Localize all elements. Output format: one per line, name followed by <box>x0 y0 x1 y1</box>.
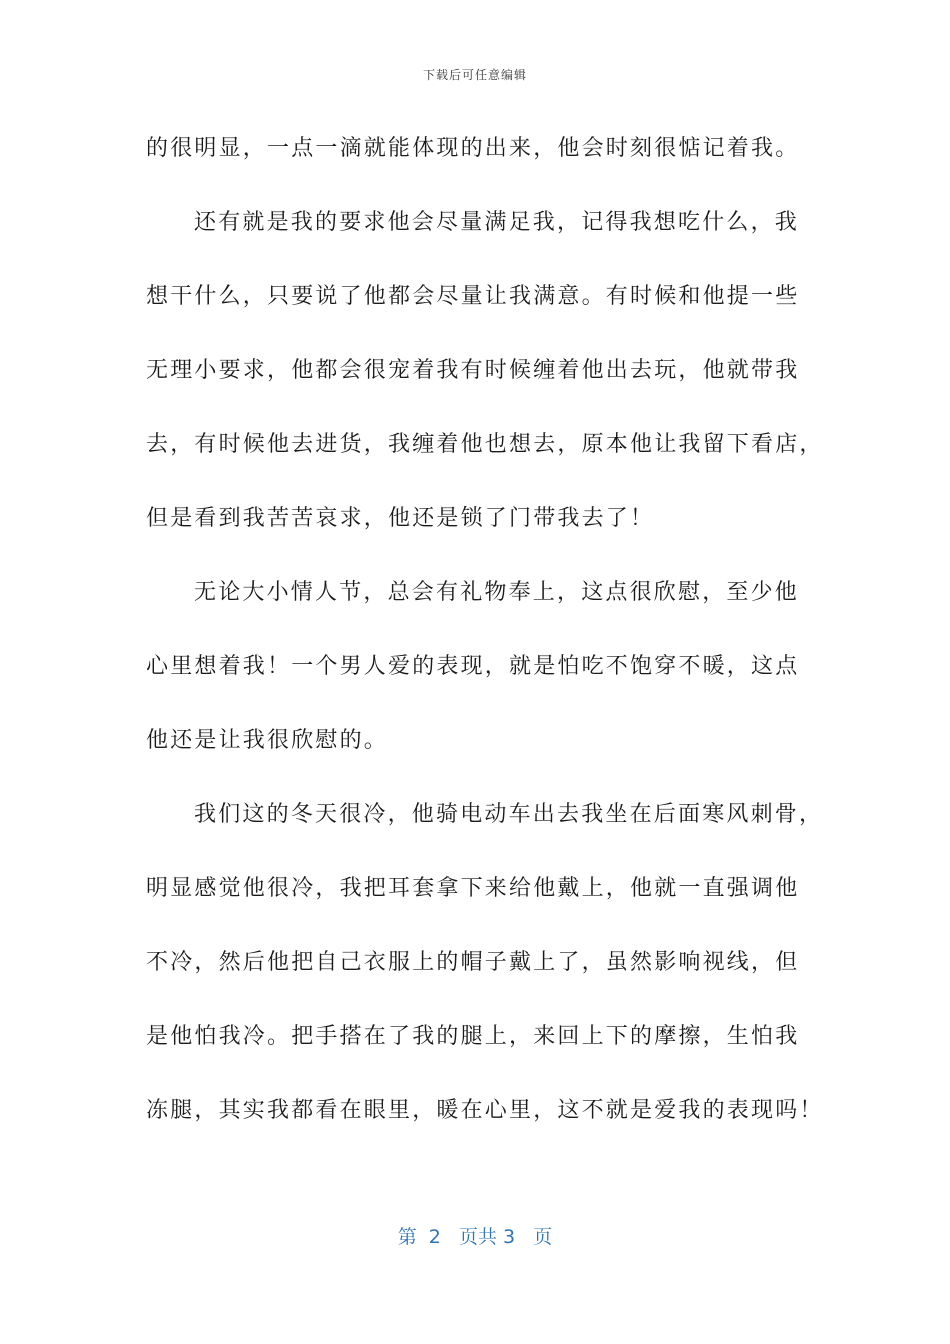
paragraph-line: 还有就是我的要求他会尽量满足我，记得我想吃什么，我 <box>194 210 800 235</box>
document-body <box>146 112 824 1148</box>
paragraph-line: 是他怕我冷。把手搭在了我的腿上，来回上下的摩擦，生怕我 <box>146 1024 800 1049</box>
paragraph-line: 不冷，然后他把自己衣服上的帽子戴上了，虽然影响视线，但 <box>146 950 800 975</box>
paragraph-line: 我们这的冬天很冷，他骑电动车出去我坐在后面寒风刺骨， <box>194 802 824 827</box>
header-note: 下载后可任意编辑 <box>422 68 527 82</box>
paragraph-line: 去，有时候他去进货，我缠着他也想去，原本他让我留下看店， <box>146 432 824 457</box>
paragraph-line: 的很明显，一点一滴就能体现的出来，他会时刻很惦记着我。 <box>146 136 800 161</box>
paragraph-line: 他还是让我很欣慰的。 <box>146 728 389 753</box>
paragraph-line: 无理小要求，他都会很宠着我有时候缠着他出去玩，他就带我 <box>146 358 800 383</box>
paragraph-line: 想干什么，只要说了他都会尽量让我满意。有时候和他提一些 <box>146 284 800 309</box>
paragraph-line: 但是看到我苦苦哀求，他还是锁了门带我去了！ <box>146 506 655 531</box>
paragraph-line: 心里想着我！一个男人爱的表现，就是怕吃不饱穿不暖，这点 <box>146 654 800 679</box>
paragraph-line: 无论大小情人节，总会有礼物奉上，这点很欣慰，至少他 <box>194 580 800 605</box>
paragraph-line: 明显感觉他很冷，我把耳套拿下来给他戴上，他就一直强调他 <box>146 876 800 901</box>
paragraph-line: 冻腿，其实我都看在眼里，暖在心里，这不就是爱我的表现吗！ <box>146 1098 824 1123</box>
page-number-footer: 第 2 页共 3 页 <box>397 1226 553 1248</box>
